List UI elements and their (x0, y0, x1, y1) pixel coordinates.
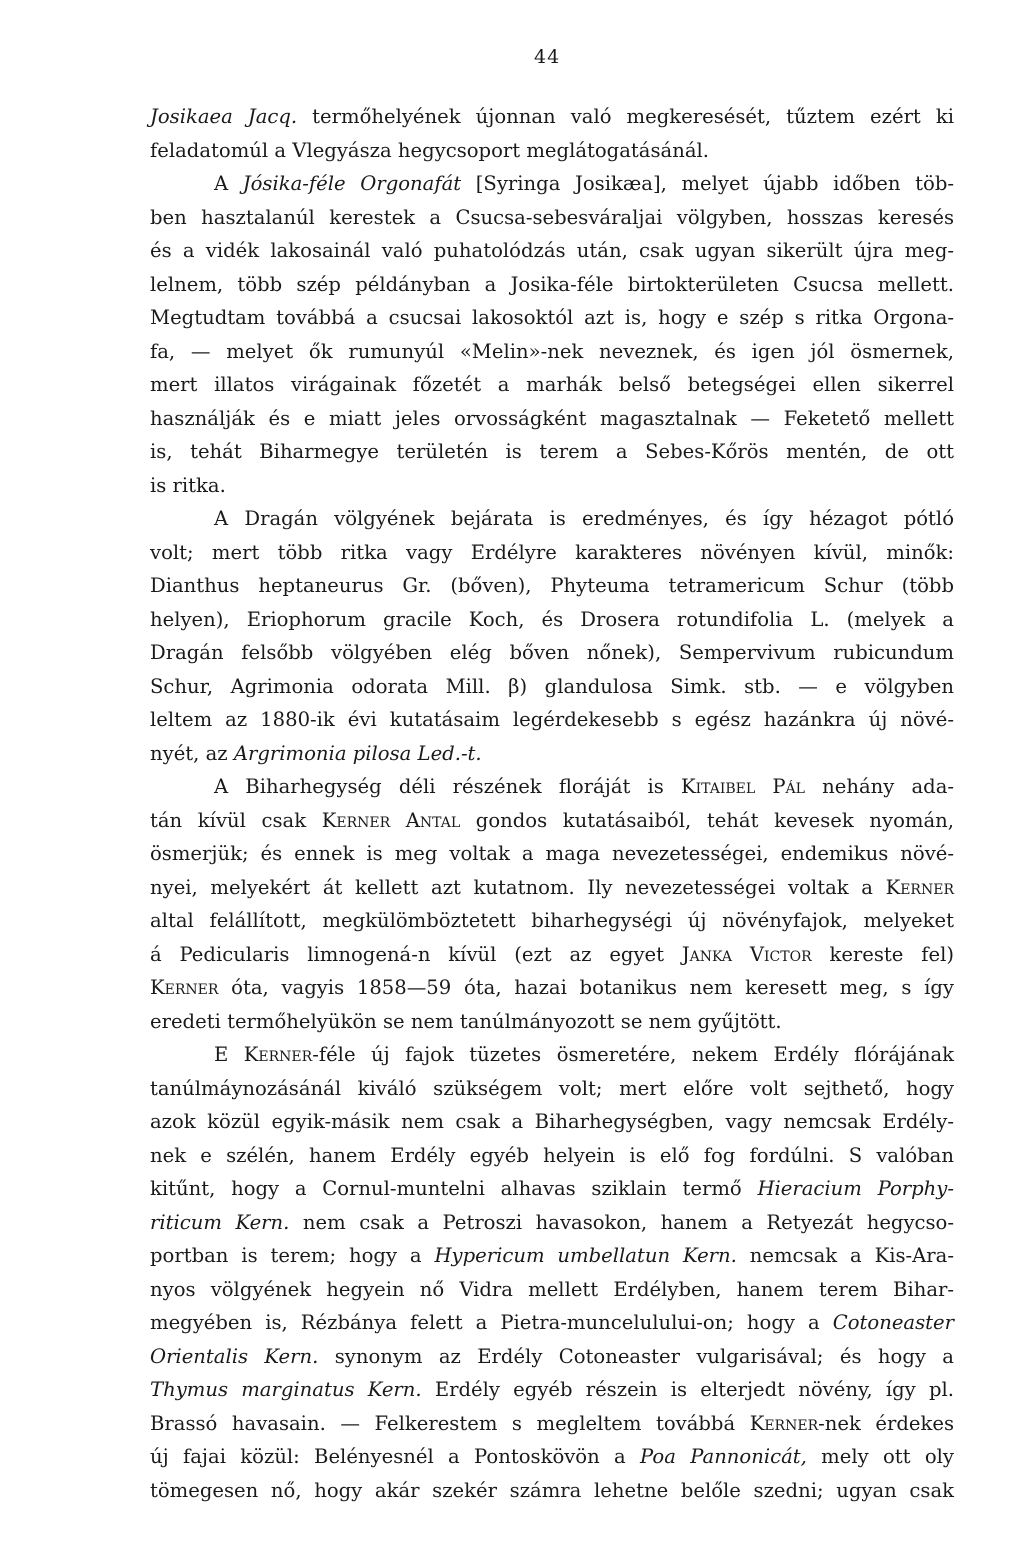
text-line (150, 536, 954, 570)
text-run: helyen), Eriophorum gracile Koch, és Drosera rotundifolia L. (melyek a (150, 607, 954, 631)
text-line (150, 1239, 954, 1273)
text-run: synonym az Erdély Cotoneaster vulgarisával; és hogy a (318, 1344, 954, 1368)
text-line (150, 201, 954, 235)
page-number: 44 (534, 46, 561, 68)
text-run: á Pedicularis limnogená-n kívül (ezt az egyet (150, 942, 682, 966)
text-line (150, 268, 954, 302)
species-name: riticum Kern. (150, 1210, 290, 1234)
text-line (150, 301, 954, 335)
text-line (150, 1206, 954, 1240)
author-name: Janka Victor (681, 942, 812, 966)
text-run: tanúlmáynozásánál kiváló szükségem volt; mert előre volt sejthető, hogy (150, 1076, 954, 1100)
text-line (150, 134, 954, 168)
author-name: Kerner (150, 976, 219, 999)
paragraph-start-line (150, 770, 954, 804)
species-name: Hieracium Porphy- (757, 1177, 954, 1200)
text-run: Dragán felsőbb völgyében elég bőven nőnek), Sempervivum rubicundum (150, 641, 954, 664)
species-name: Thymus marginatus Kern. (150, 1378, 422, 1401)
text-run: óta, vagyis 1858—59 óta, hazai botanikus nem keresett meg, s így (218, 976, 954, 999)
text-run: Dianthus heptaneurus Gr. (bőven), Phyteuma tetramericum Schur (több (150, 574, 954, 597)
text-line (150, 1105, 954, 1139)
paragraph-start-line (150, 167, 954, 201)
text-line (150, 1340, 954, 1374)
text-run: mely ott oly (806, 1445, 954, 1468)
text-line (150, 871, 954, 905)
species-name: Orientalis Kern. (150, 1344, 319, 1368)
text-line (150, 1407, 954, 1441)
text-run: kereste fel) (811, 942, 954, 966)
text-line (150, 1373, 954, 1407)
text-line (150, 234, 954, 268)
text-line (150, 603, 954, 637)
text-run: lelnem, több szép példányban a Josika-féle birtokterületen Csucsa mellett. (150, 272, 954, 296)
text-run: fa, — melyet ők rumunyúl «Melin»-nek neveznek, és igen jól ösmernek, (150, 339, 954, 363)
species-name: Poa Pannonicát, (640, 1445, 807, 1468)
text-run: és a vidék lakosainál való puhatolódzás után, csak ugyan sikerült újra meg- (150, 239, 954, 262)
paragraph-start-line (150, 502, 954, 536)
text-run: ösmerjük; és ennek is meg voltak a maga nevezetességei, endemikus növé- (150, 842, 954, 865)
text-line (150, 938, 954, 972)
text-run: nek e szélén, hanem Erdély egyéb helyein is elő fog fordúlni. S valóban (150, 1143, 954, 1167)
text-run: Brassó havasain. — Felkerestem s megleltem továbbá (150, 1411, 750, 1435)
text-run: kitűnt, hogy a Cornul-muntelni alhavas sziklain termő (150, 1177, 758, 1200)
text-line (150, 804, 954, 838)
author-name: Kerner (885, 875, 954, 899)
text-run: -nek érdekes (818, 1411, 954, 1435)
text-line (150, 1005, 954, 1039)
text-run: altal felállított, megkülömböztetett biharhegységi új növényfajok, melyeket (150, 909, 954, 932)
text-run: Erdély egyéb részein is elterjedt növény, így pl. (421, 1378, 954, 1401)
text-line (150, 402, 954, 436)
text-run: is ritka. (150, 473, 226, 497)
text-run: leltem az 1880-ik évi kutatásaim legérdekesebb s egész hazánkra új növé- (150, 708, 954, 731)
text-run: -féle új fajok tüzetes ösmeretére, nekem Erdély flórájának (312, 1043, 954, 1066)
text-line (150, 670, 954, 704)
species-name: Josikaea Jacq. (150, 105, 298, 128)
author-name: Kitaibel Pál (681, 775, 805, 798)
body-text (150, 100, 954, 1507)
text-run: termőhelyének újonnan való megkeresését, tűztem ezért ki (297, 105, 954, 128)
text-run: volt; mert több ritka vagy Erdélyre karakteres növényen kívül, minők: (150, 540, 954, 564)
text-run: nemcsak a Kis-Ara- (736, 1244, 954, 1267)
text-run: portban is terem; hogy a (150, 1244, 435, 1267)
text-line (150, 435, 954, 469)
text-run: tömegesen nő, hogy akár szekér számra lehetne belőle szedni; ugyan csak (150, 1478, 954, 1502)
text-run: új fajai közül: Belényesnél a Pontoskövön a (150, 1445, 641, 1468)
author-name: Kerner (749, 1411, 819, 1435)
text-run: A (214, 172, 243, 195)
text-run: megyében is, Rézbánya felett a Pietra-muncelulului-on; hogy a (150, 1311, 833, 1334)
text-line (150, 1273, 954, 1307)
text-run: gondos kutatásaiból, tehát kevesek nyomán, (460, 808, 954, 832)
author-name: Kerner Antal (321, 808, 461, 832)
text-line (150, 636, 954, 670)
text-run: tán kívül csak (150, 808, 322, 832)
text-line (150, 837, 954, 871)
text-run: [Syringa Josikæa], melyet újabb időben töb- (461, 172, 954, 195)
text-run: nehány ada- (804, 775, 954, 798)
italic-term: Jósika-féle Orgonafát (242, 172, 462, 195)
text-line (150, 1440, 954, 1474)
text-line (150, 1474, 954, 1508)
text-run: használják és e miatt jeles orvosságként magasztalnak — Feketető mellett (150, 406, 954, 430)
text-run: nem csak a Petroszi havasokon, hanem a Retyezát hegycso- (289, 1210, 954, 1234)
text-line (150, 100, 954, 134)
paragraph-start-line (150, 1038, 954, 1072)
text-run: A Biharhegység déli részének floráját is (214, 775, 682, 798)
species-name: Argrimonia pilosa Led.-t. (233, 741, 482, 765)
text-run: feladatomúl a Vlegyásza hegycsoport meglátogatásánál. (150, 138, 709, 162)
author-name: Kerner (243, 1043, 313, 1066)
text-run: ben hasztalanúl kerestek a Csucsa-sebesváraljai völgyben, hosszas keresés (150, 205, 954, 229)
text-line (150, 569, 954, 603)
text-line (150, 971, 954, 1005)
text-run: A Dragán völgyének bejárata is eredményes, és így hézagot pótló (214, 507, 954, 530)
text-run: nyei, melyekért át kellett azt kutatnom. Ily nevezetességei voltak a (150, 875, 886, 899)
text-line (150, 1306, 954, 1340)
species-name: Cotoneaster (832, 1311, 954, 1334)
text-line (150, 1139, 954, 1173)
text-line (150, 737, 954, 771)
text-line (150, 1072, 954, 1106)
text-run: nyét, az (150, 741, 234, 765)
text-run: is, tehát Biharmegye területén is terem a Sebes-Kőrös mentén, de ott (150, 440, 954, 463)
species-name: Hypericum umbellatun Kern. (434, 1244, 737, 1267)
text-line (150, 904, 954, 938)
text-run: mert illatos virágainak főzetét a marhák belső betegségei ellen sikerrel (150, 373, 954, 396)
text-run: E (214, 1043, 244, 1066)
text-line (150, 368, 954, 402)
text-run: eredeti termőhelyükön se nem tanúlmányozott se nem gyűjtött. (150, 1009, 782, 1033)
text-line (150, 703, 954, 737)
text-line (150, 335, 954, 369)
text-run: Schur, Agrimonia odorata Mill. β) glandulosa Simk. stb. — e völgyben (150, 674, 954, 698)
text-run: nyos völgyének hegyein nő Vidra mellett Erdélyben, hanem terem Bihar- (150, 1277, 954, 1301)
text-run: azok közül egyik-másik nem csak a Biharhegységben, vagy nemcsak Erdély- (150, 1110, 954, 1133)
text-run: Megtudtam továbbá a csucsai lakosoktól azt is, hogy e szép s ritka Orgona- (150, 306, 954, 329)
text-line (150, 469, 954, 503)
text-line (150, 1172, 954, 1206)
